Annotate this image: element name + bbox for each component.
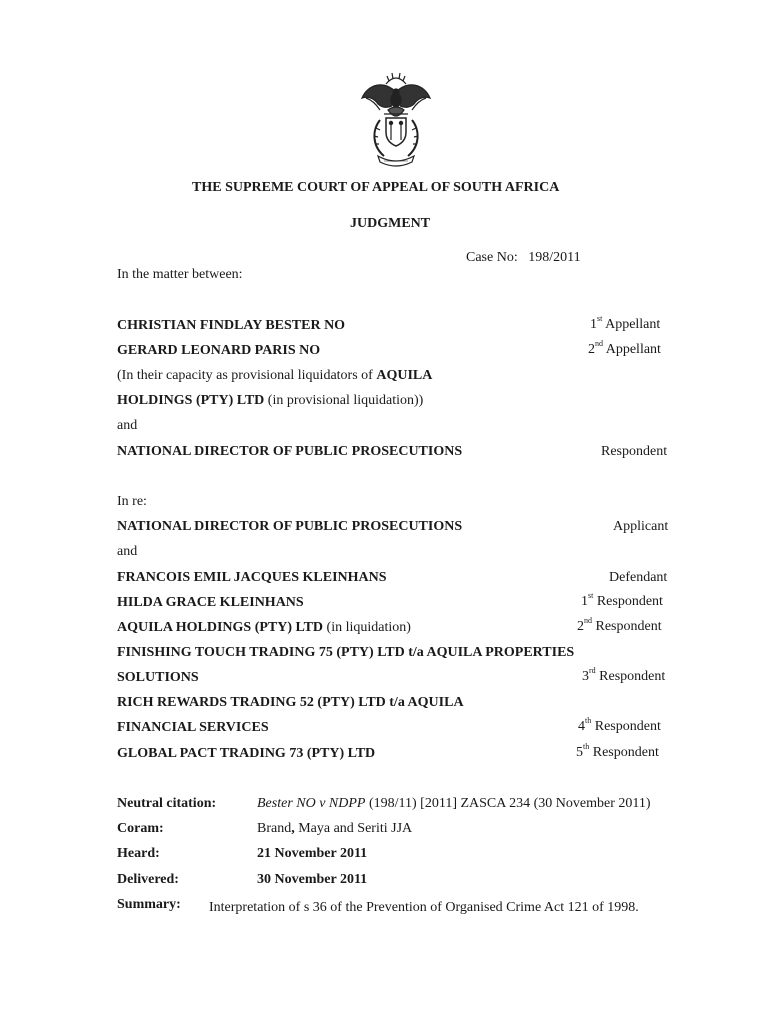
appellant-2-role: 2nd Appellant	[588, 339, 661, 357]
citation-value: Bester NO v NDPP (198/11) [2011] ZASCA 234 (30 November 2011)	[257, 796, 651, 811]
and-separator-2: and	[117, 544, 138, 559]
defendant-name: FRANCOIS EMIL JACQUES KLEINHANS	[117, 570, 387, 585]
delivered-value: 30 November 2011	[257, 872, 368, 887]
summary-label: Summary:	[117, 897, 181, 912]
respondent-5-role: 5th Respondent	[576, 742, 659, 760]
case-number-value: 198/2011	[528, 250, 581, 265]
respondent-5-name: GLOBAL PACT TRADING 73 (PTY) LTD	[117, 746, 376, 761]
defendant-role: Defendant	[609, 570, 668, 585]
delivered-label: Delivered:	[117, 872, 179, 887]
coram-value: Brand, Maya and Seriti JJA	[257, 821, 413, 836]
appellant-2-name: GERARD LEONARD PARIS NO	[117, 343, 321, 358]
respondent-2-role: 2nd Respondent	[577, 616, 662, 634]
respondent-3-name-line-1: FINISHING TOUCH TRADING 75 (PTY) LTD t/a AQUILA PROPERTIES	[117, 645, 575, 660]
respondent-role: Respondent	[601, 444, 668, 459]
respondent-3-role: 3rd Respondent	[582, 666, 666, 684]
coat-of-arms-icon	[358, 70, 434, 170]
document-type: JUDGMENT	[350, 216, 431, 231]
respondent-3-name-line-2: SOLUTIONS	[117, 670, 199, 685]
appellant-1-name: CHRISTIAN FINDLAY BESTER NO	[117, 318, 346, 333]
heard-value: 21 November 2011	[257, 846, 368, 861]
applicant-role: Applicant	[613, 519, 669, 534]
appellant-1-role: 1st Appellant	[590, 314, 661, 332]
case-number	[466, 249, 581, 267]
respondent-1-role: 1st Respondent	[581, 591, 663, 609]
case-number-label: Case No:	[466, 250, 518, 265]
summary-value: Interpretation of s 36 of the Prevention of Organised Crime Act 121 of 1998.	[209, 900, 639, 915]
respondent-2-name: AQUILA HOLDINGS (PTY) LTD (in liquidation)	[117, 620, 411, 635]
court-title: THE SUPREME COURT OF APPEAL OF SOUTH AFRICA	[192, 180, 560, 195]
citation-label: Neutral citation:	[117, 796, 217, 811]
respondent-4-role: 4th Respondent	[578, 716, 661, 734]
capacity-line-1: (In their capacity as provisional liquidators of AQUILA	[117, 368, 433, 383]
heard-label: Heard:	[117, 846, 160, 861]
respondent-4-name-line-2: FINANCIAL SERVICES	[117, 720, 269, 735]
respondent-4-name-line-1: RICH REWARDS TRADING 52 (PTY) LTD t/a AQUILA	[117, 695, 464, 710]
in-re-label: In re:	[117, 494, 147, 509]
respondent-name: NATIONAL DIRECTOR OF PUBLIC PROSECUTIONS	[117, 444, 463, 459]
capacity-line-2: HOLDINGS (PTY) LTD (in provisional liquidation))	[117, 393, 424, 408]
coram-label: Coram:	[117, 821, 164, 836]
respondent-1-name: HILDA GRACE KLEINHANS	[117, 595, 304, 610]
applicant-name: NATIONAL DIRECTOR OF PUBLIC PROSECUTIONS	[117, 519, 463, 534]
and-separator-1: and	[117, 418, 138, 433]
matter-intro: In the matter between:	[117, 267, 243, 282]
